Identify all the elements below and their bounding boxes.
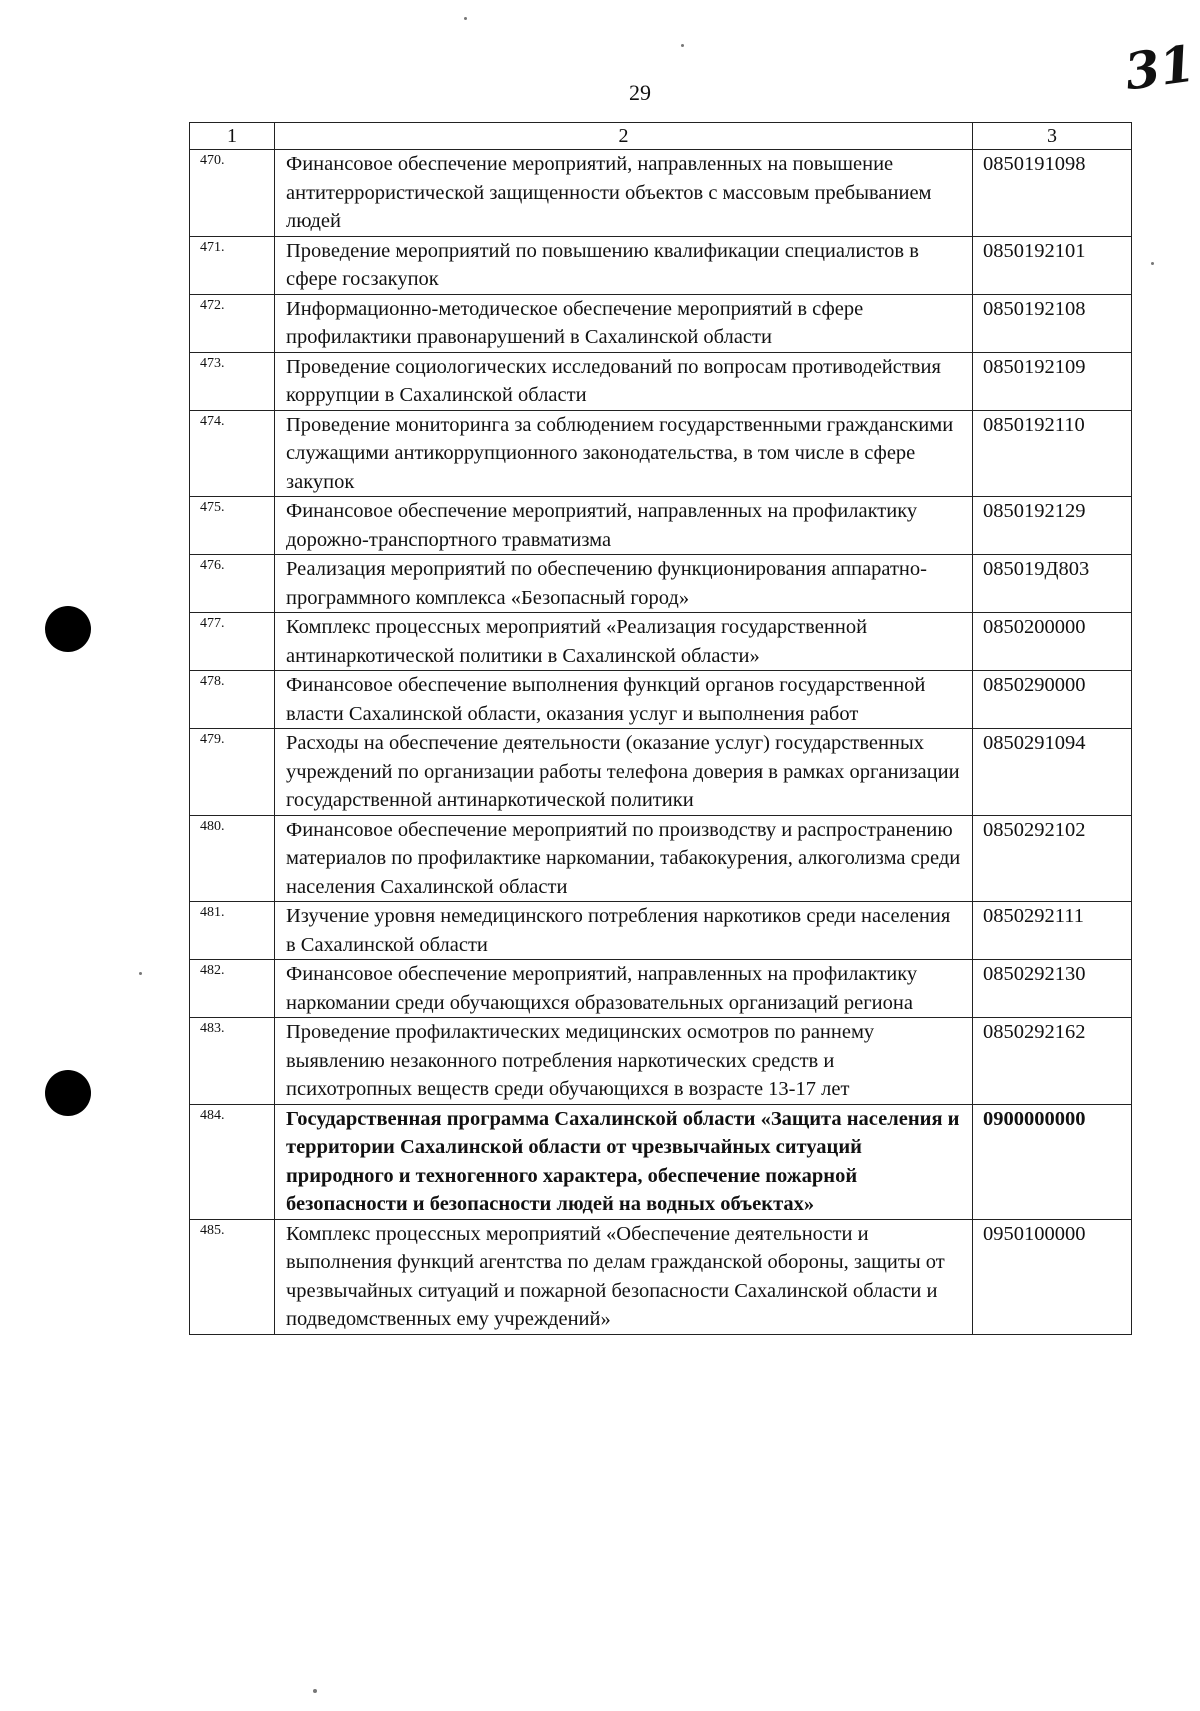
row-description: Государственная программа Сахалинской области «Защита населения и территории Сахалинской области от чрезвычайных ситуаций природного и техногенного характера, обеспечение пожарной безопасности и безопасности людей на водных объектах» bbox=[275, 1104, 973, 1219]
row-description: Комплекс процессных мероприятий «Реализация государственной антинаркотической политики в Сахалинской области» bbox=[275, 613, 973, 671]
row-code: 0850192101 bbox=[973, 236, 1132, 294]
table-header-row bbox=[190, 123, 1132, 150]
row-description: Расходы на обеспечение деятельности (оказание услуг) государственных учреждений по организации работы телефона доверия в рамках организации государственной антинаркотической политики bbox=[275, 729, 973, 816]
column-header: 2 bbox=[275, 123, 973, 150]
table-row bbox=[190, 613, 1132, 671]
column-header: 3 bbox=[973, 123, 1132, 150]
row-code: 0850191098 bbox=[973, 150, 1132, 237]
row-code: 0950100000 bbox=[973, 1219, 1132, 1334]
table-row bbox=[190, 960, 1132, 1018]
row-code: 0850192110 bbox=[973, 410, 1132, 497]
row-description: Финансовое обеспечение мероприятий по производству и распространению материалов по профилактике наркомании, табакокурения, алкоголизма среди населения Сахалинской области bbox=[275, 815, 973, 902]
row-description: Проведение мониторинга за соблюдением государственными гражданскими служащими антикоррупционного законодательства, в том числе в сфере закупок bbox=[275, 410, 973, 497]
row-number: 477. bbox=[190, 613, 275, 671]
row-code: 0850292130 bbox=[973, 960, 1132, 1018]
row-number: 473. bbox=[190, 352, 275, 410]
row-number: 480. bbox=[190, 815, 275, 902]
scan-speck bbox=[139, 972, 142, 975]
row-code: 085019Д803 bbox=[973, 555, 1132, 613]
row-code: 0850292111 bbox=[973, 902, 1132, 960]
table-row bbox=[190, 671, 1132, 729]
punch-hole-bottom bbox=[45, 1070, 91, 1116]
table-row bbox=[190, 352, 1132, 410]
row-code: 0850291094 bbox=[973, 729, 1132, 816]
row-number: 484. bbox=[190, 1104, 275, 1219]
row-description: Финансовое обеспечение мероприятий, направленных на профилактику дорожно-транспортного травматизма bbox=[275, 497, 973, 555]
row-number: 474. bbox=[190, 410, 275, 497]
punch-hole-top bbox=[45, 606, 91, 652]
row-number: 481. bbox=[190, 902, 275, 960]
row-code: 0850192129 bbox=[973, 497, 1132, 555]
scan-speck bbox=[464, 17, 467, 20]
row-description: Финансовое обеспечение выполнения функций органов государственной власти Сахалинской области, оказания услуг и выполнения работ bbox=[275, 671, 973, 729]
table-body bbox=[190, 150, 1132, 1335]
row-description: Реализация мероприятий по обеспечению функционирования аппаратно-программного комплекса «Безопасный город» bbox=[275, 555, 973, 613]
row-description: Финансовое обеспечение мероприятий, направленных на повышение антитеррористической защищенности объектов с массовым пребыванием людей bbox=[275, 150, 973, 237]
scan-speck bbox=[313, 1689, 317, 1693]
row-description: Комплекс процессных мероприятий «Обеспечение деятельности и выполнения функций агентства по делам гражданской обороны, защиты от чрезвычайных ситуаций и пожарной безопасности Сахалинской области и подведомственных ему учреждений» bbox=[275, 1219, 973, 1334]
row-number: 470. bbox=[190, 150, 275, 237]
table-row bbox=[190, 555, 1132, 613]
table-row bbox=[190, 236, 1132, 294]
table-row bbox=[190, 815, 1132, 902]
handwritten-page-number: 31 bbox=[1121, 33, 1199, 102]
row-code: 0850292102 bbox=[973, 815, 1132, 902]
row-number: 479. bbox=[190, 729, 275, 816]
row-code: 0850290000 bbox=[973, 671, 1132, 729]
column-header: 1 bbox=[190, 123, 275, 150]
row-number: 483. bbox=[190, 1018, 275, 1105]
row-code: 0850200000 bbox=[973, 613, 1132, 671]
scan-speck bbox=[1151, 262, 1154, 265]
table-row bbox=[190, 1219, 1132, 1334]
row-number: 478. bbox=[190, 671, 275, 729]
table-row bbox=[190, 1018, 1132, 1105]
table-row bbox=[190, 150, 1132, 237]
classification-table bbox=[189, 122, 1132, 1335]
row-description: Проведение социологических исследований по вопросам противодействия коррупции в Сахалинской области bbox=[275, 352, 973, 410]
row-code: 0850292162 bbox=[973, 1018, 1132, 1105]
row-description: Проведение мероприятий по повышению квалификации специалистов в сфере госзакупок bbox=[275, 236, 973, 294]
scan-speck bbox=[681, 44, 684, 47]
row-number: 482. bbox=[190, 960, 275, 1018]
table-row bbox=[190, 902, 1132, 960]
table-row bbox=[190, 294, 1132, 352]
row-code: 0850192109 bbox=[973, 352, 1132, 410]
row-number: 475. bbox=[190, 497, 275, 555]
page-number: 29 bbox=[629, 80, 651, 105]
row-number: 485. bbox=[190, 1219, 275, 1334]
row-description: Финансовое обеспечение мероприятий, направленных на профилактику наркомании среди обучающихся образовательных организаций региона bbox=[275, 960, 973, 1018]
row-code: 0850192108 bbox=[973, 294, 1132, 352]
row-number: 472. bbox=[190, 294, 275, 352]
row-number: 471. bbox=[190, 236, 275, 294]
table-row bbox=[190, 729, 1132, 816]
row-description: Проведение профилактических медицинских осмотров по раннему выявлению незаконного потребления наркотических средств и психотропных веществ среди обучающихся в возрасте 13-17 лет bbox=[275, 1018, 973, 1105]
row-code: 0900000000 bbox=[973, 1104, 1132, 1219]
table-row bbox=[190, 410, 1132, 497]
table-row bbox=[190, 1104, 1132, 1219]
row-number: 476. bbox=[190, 555, 275, 613]
row-description: Изучение уровня немедицинского потребления наркотиков среди населения в Сахалинской области bbox=[275, 902, 973, 960]
row-description: Информационно-методическое обеспечение мероприятий в сфере профилактики правонарушений в Сахалинской области bbox=[275, 294, 973, 352]
table-row bbox=[190, 497, 1132, 555]
